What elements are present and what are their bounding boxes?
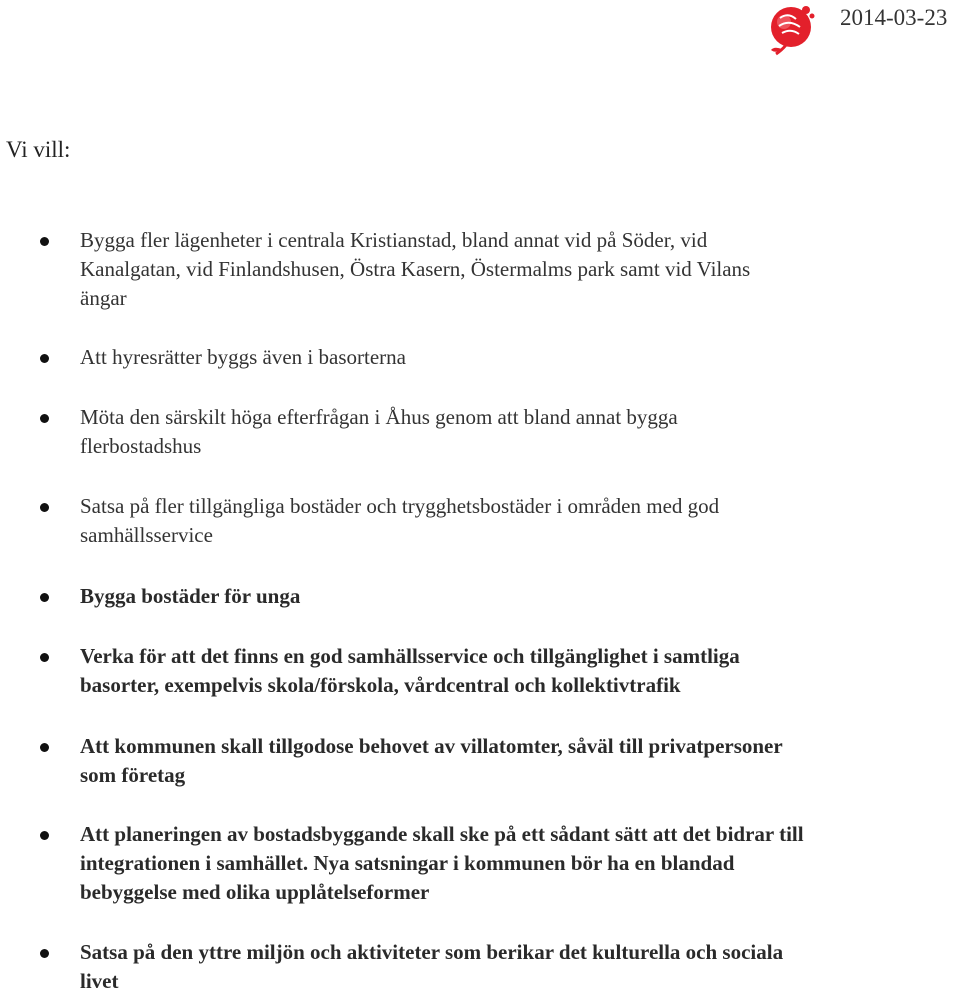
bullet-icon [40, 414, 49, 423]
bullet-icon [40, 831, 49, 840]
bullet-icon [40, 743, 49, 752]
list-item-text: Att planeringen av bostadsbyggande skall ske på ett sådant sätt att det bidrar till integrationen i samhället. Nya satsningar i kommunen bör ha en blandad bebyggelse med olika upplåtelseformer [80, 822, 804, 904]
list-item-text: Satsa på fler tillgängliga bostäder och trygghetsbostäder i områden med god samhällsservice [80, 494, 720, 547]
bullet-icon [40, 354, 49, 363]
rose-icon [762, 2, 818, 58]
bullet-icon [40, 503, 49, 512]
intro-heading: Vi vill: [6, 137, 71, 162]
list-item-text: Att hyresrätter byggs även i basorterna [80, 345, 406, 369]
list-item-text: Bygga bostäder för unga [80, 584, 301, 608]
bullet-icon [40, 593, 49, 602]
bullet-icon [40, 237, 49, 246]
list-item-text: Möta den särskilt höga efterfrågan i Åhus genom att bland annat bygga flerbostadshus [80, 405, 678, 458]
list-item-text: Verka för att det finns en god samhällsservice och tillgänglighet i samtliga basorter, exempelvis skola/förskola, vårdcentral och kollektivtrafik [80, 644, 740, 697]
list-item-text: Att kommunen skall tillgodose behovet av villatomter, såväl till privatpersoner som företag [80, 734, 783, 787]
list-item-text: Satsa på den yttre miljön och aktiviteter som berikar det kulturella och sociala livet [80, 940, 784, 993]
bullet-icon [40, 949, 49, 958]
list-item-text: Bygga fler lägenheter i centrala Kristianstad, bland annat vid på Söder, vid Kanalgatan, vid Finlandshusen, Östra Kasern, Östermalms park samt vid Vilans ängar [80, 228, 751, 310]
bullet-icon [40, 653, 49, 662]
document-date: 2014-03-23 [840, 5, 948, 30]
